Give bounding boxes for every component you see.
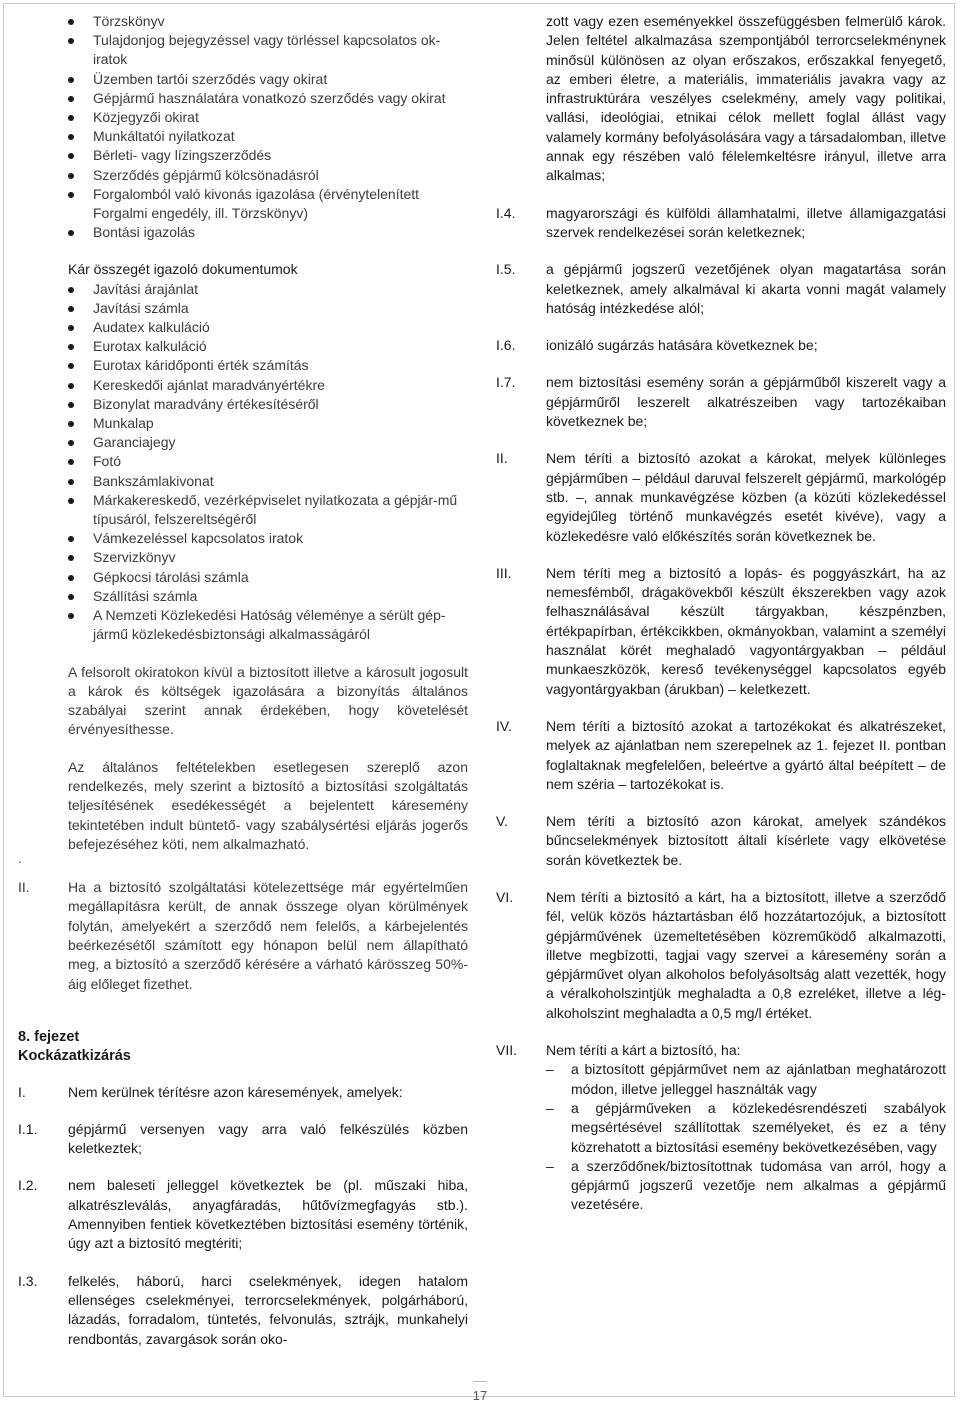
list-item: Márkakereskedő, vezérképviselet nyilatkozata a gépjár-mű típusáról, felszereltségéről [68, 491, 468, 529]
item-number: I.5. [496, 261, 516, 278]
list-item: Bontási igazolás [68, 223, 468, 242]
exclusion-item [18, 1083, 468, 1102]
item-text: nem baleseti jelleggel következtek be (pl. műszaki hiba, alkatrészleválás, anyagfáradás, hűtővízmegfagyás stb.). Amennyiben fentiek következtében biztosítási esemény történik, úgy azt a biztosító megtériti; [68, 1177, 468, 1252]
item-text: Ha a biztosító szolgáltatási kötelezettsége már egyértelműen megállapításra került, de annak összege olyan körülmények folytán, amelyekért a szerződő nem felelős, a kárbejelentés beérkezésétől számított egy hónapon belül nem állapítható meg, a biztosító a szerződő kérésére a várható kárösszeg 50%-áig előleget fizethet. [68, 879, 468, 992]
item-text: Nem téríti a biztosító a kárt, ha a biztosított, illetve a szerződő fél, velük közös háztartásban élő hozzátartozójuk, a biztosított gépjárművének üzemeltetésében közreműködő alkalmazotti, illetve megbízotti, tagjai vagy szervei a káresemény során a gépjárművet olyan alkoholos befolyásoltság alatt vezették, hogy a véralkoholszintjük meghaladta a 0,8 ezreléket, illetve a lég-alkoholszint meghaladta a 0,5 mg/l értéket. [546, 888, 946, 1021]
paragraph-documents-note: A felsorolt okiratokon kívül a biztosított illetve a károsult jogosult a károk és költségek igazolására a bizonyítás általános szabályai szerint annak érdekében, hogy követelését érvényesíthesse. [68, 663, 468, 738]
item-text: gépjármű versenyen vagy arra való felkészülés közben keletkeztek; [68, 1120, 468, 1157]
exclusion-item [496, 204, 946, 243]
item-number: IV. [496, 717, 512, 734]
item-number: VI. [496, 888, 514, 905]
exclusion-item [496, 717, 946, 794]
left-column [18, 12, 468, 1349]
item-number: II. [496, 450, 508, 467]
dash-item: – a szerződőnek/biztosítottnak tudomása van arról, hogy a gépjármű jogszerű vezetője nem alkalmas a gépjármű vezetésére. [546, 1157, 946, 1215]
item-text: Nem téríti a biztosító azokat a károkat, melyek különleges gépjárműben – például daruval felszerelt gépjármű, markológép stb. –, annak munkavégzése közben (a közúti közlekedéssel egyidejűleg történő munkavégzés esetét kivéve), vagy a közlekedésre való előkészítés során következnek be. [546, 450, 946, 544]
dash-item: – a gépjárműveken a közlekedésrendészeti szabályok megsértésével szállítottak személyeket, és ez a tény közrehatott a biztosítási esemény bekövetkezésében, vagy [546, 1099, 946, 1157]
exclusion-item [496, 888, 946, 1023]
item-text: Nem téríti meg a biztosító a lopás- és poggyászkárt, ha az nemesfémből, drágakövekből készült ékszerekben vagy azok felhasználásával készült tárgyakban, készpénzben, értékpapírban, értékcikkben, okmányokban, valamint a személyi használat körét meghaladó vagyontárgyakban – például munkaeszközök, kereső tevékenységgel kapcsolatos egyéb vagyontárgyakban (árukban) – keletkezett. [546, 564, 946, 697]
continuation-text: zott vagy ezen eseményekkel összefüggésben felmerülő károk. Jelen feltétel alkalmazása szempontjából terrorcselekménynek minősül különösen az olyan erőszakos, erőszakkal fenyegető, az emberi életre, a materiális, immateriális javakra vagy az infrastruktúrára veszélyes cselekmény, amely vagy politikai, vallási, ideológiai, etnikai célok mellett foglal állást vagy valamely kormány befolyásolására vagy a társadalomban, illetve annak egy részében való félelemkeltésre irányul, illetve arra alkalmas; [546, 13, 946, 184]
list-item: Törzskönyv [68, 12, 468, 31]
list-item: Üzemben tartói szerződés vagy okirat [68, 70, 468, 89]
item-text: felkelés, háború, harci cselekmények, idegen hatalom ellenséges cselekményei, terrorcselekmények, polgárháború, lázadás, forradalom, tüntetés, felvonulás, sztrájk, munkahelyi rendbontás, zavargások során oko- [68, 1272, 468, 1347]
list-item: Bérleti- vagy lízingszerződés [68, 146, 468, 165]
exclusion-items-right [496, 186, 946, 1023]
list-item: Vámkezeléssel kapcsolatos iratok [68, 529, 468, 548]
list-item: Javítási árajánlat [68, 280, 468, 299]
list-item: Forgalomból való kivonás igazolása (érvénytelenített Forgalmi engedély, ill. Törzskönyv) [68, 185, 468, 223]
list-item: Szerződés gépjármű kölcsönadásról [68, 166, 468, 185]
item-number: I.3. [18, 1272, 38, 1289]
list-item: Kereskedői ajánlat maradványértékre [68, 376, 468, 395]
chapter-title: Kockázatkizárás [18, 1048, 131, 1065]
item-text: Nem téríti a biztosító azokat a tartozékokat és alkatrészeket, melyek az ajánlatban nem szerepelnek az 1. fejezet II. pontban foglaltaknak megfelelően, beleértve a gyártó által beépített – de nem széria – tartozékokat is. [546, 717, 946, 792]
list-item: A Nemzeti Közlekedési Hatóság véleménye a sérült gép-jármű közlekedésbiztonsági alkalmasságáról [68, 606, 468, 644]
paragraph-general-terms: Az általános feltételekben esetlegesen szereplő azon rendelkezés, mely szerint a biztosító a biztosítási szolgáltatás teljesítésének esedékességét a bejelentett káresemény tekintetében indult büntető- vagy szabálysértési eljárás jogerős befejezéséhez köti, nem alkalmazható. [68, 758, 468, 852]
item-number: II. [18, 879, 30, 896]
exclusion-item [496, 812, 946, 870]
item-number: I.7. [496, 374, 516, 391]
item-number: I.4. [496, 204, 516, 221]
documents-list [18, 12, 468, 242]
list-item: Szervizkönyv [68, 548, 468, 567]
exclusion-items-left [18, 1067, 468, 1349]
dash-item: – a biztosított gépjárművet nem az ajánlatban meghatározott módon, illetve jelleggel használták vagy [546, 1060, 946, 1099]
list-item: Eurotax káridőponti érték számítás [68, 356, 468, 375]
exclusion-item [496, 449, 946, 545]
exclusion-item [496, 260, 946, 318]
list-item: Munkáltatói nyilatkozat [68, 127, 468, 146]
list-item: Bankszámlakivonat [68, 472, 468, 491]
damage-docs-list [18, 280, 468, 645]
list-item: Gépjármű használatára vonatkozó szerződés vagy okirat [68, 89, 468, 108]
item-text: ionizáló sugárzás hatására következnek be; [546, 337, 818, 354]
list-item: Audatex kalkuláció [68, 318, 468, 337]
item-vii-dash-list [546, 1060, 946, 1214]
item-text: nem biztosítási esemény során a gépjárműből kiszerelt vagy a gépjárműről leszerelt alkatrészeiben vagy tartozékaiban következnek be; [546, 374, 946, 430]
list-item: Tulajdonjog bejegyzéssel vagy törléssel kapcsolatos ok-iratok [68, 31, 468, 69]
list-item: Fotó [68, 452, 468, 471]
list-item: Szállítási számla [68, 587, 468, 606]
item-text: magyarországi és külföldi államhatalmi, illetve államigazgatási szervek rendelkezései során keletkeznek; [546, 204, 946, 240]
footer-rule [473, 1381, 487, 1382]
item-text: a gépjármű jogszerű vezetőjének olyan magatartása során keletkeznek, amely alkalmával ki akarta vonni magát valamely hatóság intézkedése alól; [546, 261, 946, 316]
list-item: Közjegyzői okirat [68, 108, 468, 127]
exclusion-item [496, 373, 946, 431]
item-number: VII. [496, 1042, 518, 1059]
chapter-number: 8. fejezet [18, 1028, 80, 1045]
item-number: I.2. [18, 1177, 38, 1194]
exclusion-item [496, 564, 946, 699]
exclusion-item [18, 1120, 468, 1159]
item-text: Nem kerülnek térítésre azon káresemények, amelyek: [68, 1083, 403, 1100]
item-number: I.1. [18, 1120, 38, 1137]
list-item: Eurotax kalkuláció [68, 337, 468, 356]
item-number: I.6. [496, 337, 516, 354]
item-number: V. [496, 813, 508, 830]
item-number: III. [496, 564, 512, 581]
page-number: 17 [472, 1388, 488, 1403]
list-item: Garanciajegy [68, 433, 468, 452]
exclusion-item [496, 336, 946, 355]
item-text: Nem téríti a biztosító azon károkat, amelyek szándékos bűncselekmények biztosított általi kísérlete vagy elkövetése során következtek be. [546, 813, 946, 868]
list-item: Munkalap [68, 414, 468, 433]
item-number: I. [18, 1083, 26, 1100]
item-text: Nem téríti a kárt a biztosító, ha: [546, 1042, 741, 1059]
exclusion-item [18, 1272, 468, 1349]
item-vii [496, 1041, 946, 1215]
damage-docs-heading: Kár összegét igazoló dokumentumok [68, 261, 298, 278]
right-column [496, 12, 946, 1215]
list-item: Javítási számla [68, 299, 468, 318]
dot-marker: . [18, 851, 22, 867]
list-item: Gépkocsi tárolási számla [68, 568, 468, 587]
list-item: Bizonylat maradvány értékesítéséről [68, 395, 468, 414]
exclusion-item [18, 1176, 468, 1253]
item-ii-advance [18, 878, 468, 994]
